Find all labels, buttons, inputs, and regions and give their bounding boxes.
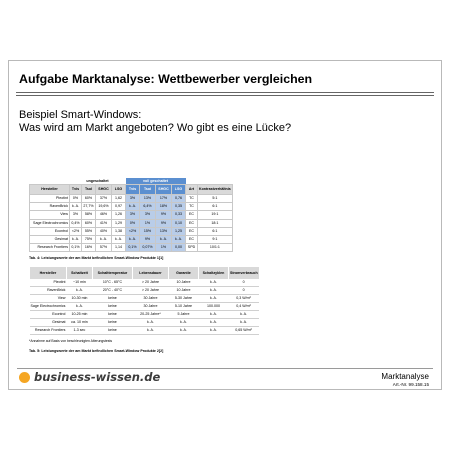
table2-header: Lebensdauer (132, 267, 168, 279)
table2-cell: 100.000 (198, 303, 228, 311)
table2-cell: 10 Jahre (168, 279, 198, 287)
table2-cell: 20°C - 40°C (92, 287, 132, 295)
table1-cell: 9% (156, 211, 172, 219)
table2-cell: k. A. (132, 319, 168, 327)
table1-cell: <2% (126, 227, 140, 235)
table1-cell: 1% (140, 219, 156, 227)
table2-cell: 20-25 Jahre* (132, 311, 168, 319)
table2-cell: k. A. (168, 319, 198, 327)
table1-cell: 0,00 (172, 244, 186, 252)
table1-row (30, 203, 233, 211)
table1-cell: 3% (126, 195, 140, 203)
manufacturer-cell: Pleotint (30, 195, 70, 203)
table1-cell: 6:1 (198, 227, 233, 235)
table1-cell: 37% (96, 195, 112, 203)
table1-cell: 1,29 (112, 219, 126, 227)
manufacturer-cell: RavenBrick (30, 287, 67, 295)
table1-cell: 17% (156, 195, 172, 203)
table2-cell: ~10 min (66, 279, 92, 287)
manufacturer-cell: View (30, 295, 67, 303)
table1-cell: 58% (82, 211, 96, 219)
table1-cell: EC (186, 219, 198, 227)
table2-cell: k. A. (198, 279, 228, 287)
table1-header: Art (186, 185, 198, 195)
table1-cell: 0% (70, 195, 82, 203)
table2-cell: k. A. (228, 319, 258, 327)
table2-cell: > 20 Jahre (132, 287, 168, 295)
table1-cell: EC (186, 235, 198, 243)
slide-subtitle (19, 109, 291, 135)
table1-header: Tsol (82, 185, 96, 195)
table1-cell: 0,07% (140, 244, 156, 252)
table2-cell: 0,4 W/m² (228, 303, 258, 311)
table1-cell: TC (186, 195, 198, 203)
table1-cell: 55% (82, 227, 96, 235)
table1-cell: 27,7% (82, 203, 96, 211)
table2-footnote: *Annahme auf Basis von beschleunigten Alterungstests (29, 339, 113, 343)
table1-cell: 0,76 (172, 195, 186, 203)
manufacturer-cell: RavenBrick (30, 203, 70, 211)
table1-cell: 9:1 (198, 235, 233, 243)
table2-cell: keine (92, 311, 132, 319)
table2-header: Hersteller (30, 267, 67, 279)
table2-cell: > 20 Jahre (132, 279, 168, 287)
table2-row (30, 279, 259, 287)
table1-cell: 19,6% (96, 203, 112, 211)
manufacturer-cell: View (30, 211, 70, 219)
group-switched: voll geschaltet (126, 178, 186, 185)
table1-cell: 0,1% (126, 244, 140, 252)
table1-header: Tvis (70, 185, 82, 195)
table2-header: Schaltzyklen (198, 267, 228, 279)
table1-cell: EC (186, 211, 198, 219)
table1-cell: 3% (126, 211, 140, 219)
table1-cell: 3% (140, 211, 156, 219)
table2-caption: Tab. 5: Leistungswerte der am Markt befindlichen Smart-Window Produkte 2[2] (29, 349, 164, 353)
table2-cell: k. A. (132, 327, 168, 335)
table1-row (30, 195, 233, 203)
table1-cell: <2% (70, 227, 82, 235)
table2-cell: k. A. (198, 327, 228, 335)
table2-cell: ca. 10 min (66, 319, 92, 327)
table2-cell: k. A. (198, 287, 228, 295)
slide-title: Aufgabe Marktanalyse: Wettbewerber vergleichen (19, 72, 313, 86)
manufacturer-cell: Gesimat (30, 235, 70, 243)
table1-header: LSG (112, 185, 126, 195)
table1-cell: 6,4% (140, 203, 156, 211)
table2-cell: keine (92, 295, 132, 303)
table2-row (30, 303, 259, 311)
table1-header: Kontrastverhältnis (198, 185, 233, 195)
table1-cell: 9% (156, 219, 172, 227)
table1-header: SHGC (156, 185, 172, 195)
table1-cell: 57% (96, 244, 112, 252)
subtitle-line-1: Beispiel Smart-Windows: (19, 109, 142, 121)
footer-title: Marktanalyse (381, 372, 429, 381)
table1-cell: k. A. (96, 235, 112, 243)
manufacturer-cell: Research Frontiers (30, 327, 67, 335)
manufacturer-cell: Gesimat (30, 319, 67, 327)
table1-cell: 1,38 (112, 227, 126, 235)
table1-cell: 5:1 (198, 195, 233, 203)
table2-cell: 5-30 Jahre (168, 295, 198, 303)
table1-header: LSG (172, 185, 186, 195)
slide (8, 60, 442, 390)
table2-header: Garantie (168, 267, 198, 279)
table1-header: Hersteller (30, 185, 70, 195)
table2-cell: keine (92, 327, 132, 335)
table1-row (30, 235, 233, 243)
table2-cell: keine (92, 319, 132, 327)
table1-row (30, 244, 233, 252)
table1-cell: 75% (82, 235, 96, 243)
table1-cell: 0,1% (70, 244, 82, 252)
table1-header: Tsol (140, 185, 156, 195)
manufacturer-cell: Research Frontiers (30, 244, 70, 252)
table1-cell: k. A. (70, 235, 82, 243)
table1-cell: 0,97 (112, 203, 126, 211)
table1-cell: 16% (82, 244, 96, 252)
table2-cell: 1-3 sec (66, 327, 92, 335)
table2-cell: 10°C - 65°C (92, 279, 132, 287)
table1-header-row (30, 185, 233, 195)
table1-cell: 0,10 (172, 219, 186, 227)
table1-cell: k. A. (126, 203, 140, 211)
table1-header: Tvis (126, 185, 140, 195)
table1-cell: 13% (140, 195, 156, 203)
table1-cell: 1,26 (112, 211, 126, 219)
table1-cell: 9% (140, 235, 156, 243)
table1-cell: 19:1 (198, 211, 233, 219)
table1-cell: 15% (140, 227, 156, 235)
table2-cell: 30 Jahre (132, 295, 168, 303)
table1-cell: 13% (156, 227, 172, 235)
table2-cell: 10-30 min (66, 295, 92, 303)
table1-cell: 40% (96, 227, 112, 235)
table1-cell: TC (186, 203, 198, 211)
table2-cell: k. A. (66, 287, 92, 295)
table2-cell: k. A. (168, 327, 198, 335)
table1-row (30, 211, 233, 219)
table2-cell: 10 Jahre (168, 287, 198, 295)
table1-cell: 10/1:1 (198, 244, 233, 252)
table1-cell: SPD (186, 244, 198, 252)
table2-row (30, 287, 259, 295)
table1-row (30, 227, 233, 235)
table2-cell: 0,3 W/m² (228, 295, 258, 303)
table1-cell: 18:1 (198, 219, 233, 227)
table2-header: Schalttemperatur (92, 267, 132, 279)
table1-row (30, 219, 233, 227)
table2-row (30, 295, 259, 303)
table1-header: SHGC (96, 185, 112, 195)
table2-cell: k. A. (198, 295, 228, 303)
table1-cell: 0,4% (70, 219, 82, 227)
table2-cell: 0 (228, 279, 258, 287)
table2-row (30, 311, 259, 319)
table1-cell: 1,62 (112, 195, 126, 203)
table1-cell: 3% (70, 211, 82, 219)
table1-cell: 0,33 (172, 211, 186, 219)
table2-cell: k. A. (66, 303, 92, 311)
table1-cell: 0% (126, 219, 140, 227)
manufacturer-cell: Econtrol (30, 311, 67, 319)
table2-cell: k. A. (198, 311, 228, 319)
table1-cell: k. A. (112, 235, 126, 243)
brand-name: business-wissen.de (34, 370, 161, 384)
table1-cell: 1% (156, 244, 172, 252)
title-rule-top (16, 92, 434, 93)
table2-cell: 30 Jahre (132, 303, 168, 311)
table2-cell: 0,65 W/m² (228, 327, 258, 335)
table1-cell: k. A. (70, 203, 82, 211)
table2-cell: 0 (228, 287, 258, 295)
title-rule-bottom (16, 95, 434, 96)
table2-row (30, 319, 259, 327)
table1-cell: 1,14 (112, 244, 126, 252)
article-number: Art.-Nr. 99.158.15 (392, 382, 429, 387)
table1-cell: 6:1 (198, 203, 233, 211)
orange-dot-icon (19, 372, 30, 383)
table2-header: Stromverbrauch (228, 267, 258, 279)
table1-cell: 41% (96, 219, 112, 227)
table2-cell: 10-25 min (66, 311, 92, 319)
table1-cell: 0,35 (172, 203, 186, 211)
table2-header-row (30, 267, 259, 279)
brand-logo (19, 370, 160, 384)
table1-cell: 60% (82, 219, 96, 227)
manufacturer-cell: Pleotint (30, 279, 67, 287)
manufacturer-cell: Econtrol (30, 227, 70, 235)
performance-table-2 (29, 267, 259, 335)
table1-caption: Tab. 4: Leistungswerte der am Markt befindlichen Smart-Window Produkte 1[1] (29, 256, 164, 260)
table2-cell: k. A. (198, 319, 228, 327)
table2-cell: 5-10 Jahre (168, 303, 198, 311)
table1-cell: 1,25 (172, 227, 186, 235)
footer-divider (17, 368, 433, 369)
table1-cell: k. A. (126, 235, 140, 243)
table2-cell: k. A. (228, 311, 258, 319)
table1-cell: 60% (82, 195, 96, 203)
subtitle-line-2: Was wird am Markt angeboten? Wo gibt es eine Lücke? (19, 122, 292, 134)
table1-cell: 46% (96, 211, 112, 219)
table2-header: Schaltzeit (66, 267, 92, 279)
manufacturer-cell: Sage Electrochromics (30, 219, 70, 227)
table1-cell: EC (186, 227, 198, 235)
group-unswitched: ungeschaltet (86, 178, 109, 183)
manufacturer-cell: Sage Electrochromics (30, 303, 67, 311)
table2-cell: 5 Jahre (168, 311, 198, 319)
table1-cell: 18% (156, 203, 172, 211)
table2-cell: keine (92, 303, 132, 311)
performance-table-1 (29, 178, 233, 252)
table1-cell: k. A. (172, 235, 186, 243)
table1-cell: k. A. (156, 235, 172, 243)
table2-row (30, 327, 259, 335)
